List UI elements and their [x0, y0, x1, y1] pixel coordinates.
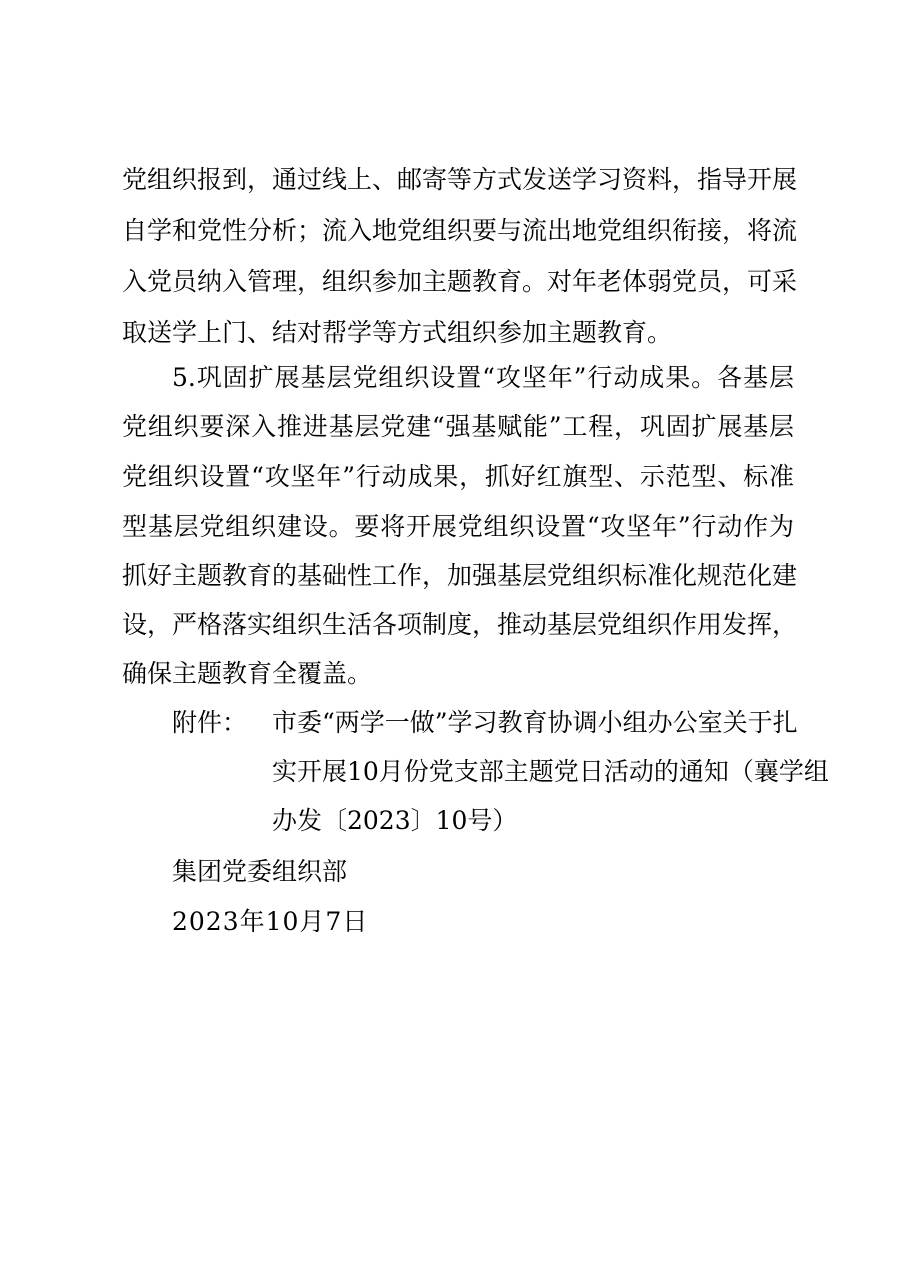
section-heading-line: 5.巩固扩展基层党组织设置“攻坚年”行动成果。各基层	[172, 363, 794, 392]
issuing-organization: 集团党委组织部	[172, 857, 348, 886]
attachment-title-line: 实开展10月份党支部主题党日活动的通知（襄学组	[272, 757, 829, 786]
body-text-line: 党组织要深入推进基层党建“强基赋能”工程，巩固扩展基层	[122, 412, 794, 441]
attachment-label: 附件：	[172, 708, 248, 737]
body-text-line: 入党员纳入管理，组织参加主题教育。对年老体弱党员，可采	[122, 267, 798, 296]
body-text-line: 抓好主题教育的基础性工作，加强基层党组织标准化规范化建	[122, 561, 798, 590]
body-text-line: 党组织设置“攻坚年”行动成果，抓好红旗型、示范型、标准	[122, 462, 794, 491]
body-text-line: 型基层党组织建设。要将开展党组织设置“攻坚年”行动作为	[122, 512, 794, 541]
issue-date: 2023年10月7日	[172, 907, 369, 936]
body-text-line: 确保主题教育全覆盖。	[122, 659, 373, 688]
attachment-title-line: 市委“两学一做”学习教育协调小组办公室关于扎	[272, 708, 798, 737]
attachment-title-line: 办发〔2023〕10号）	[272, 806, 518, 835]
body-text-line: 党组织报到，通过线上、邮寄等方式发送学习资料，指导开展	[122, 165, 798, 194]
body-text-line: 自学和党性分析；流入地党组织要与流出地党组织衔接，将流	[122, 216, 798, 245]
body-text-line: 取送学上门、结对帮学等方式组织参加主题教育。	[122, 318, 673, 347]
body-text-line: 设，严格落实组织生活各项制度，推动基层党组织作用发挥，	[122, 610, 798, 639]
